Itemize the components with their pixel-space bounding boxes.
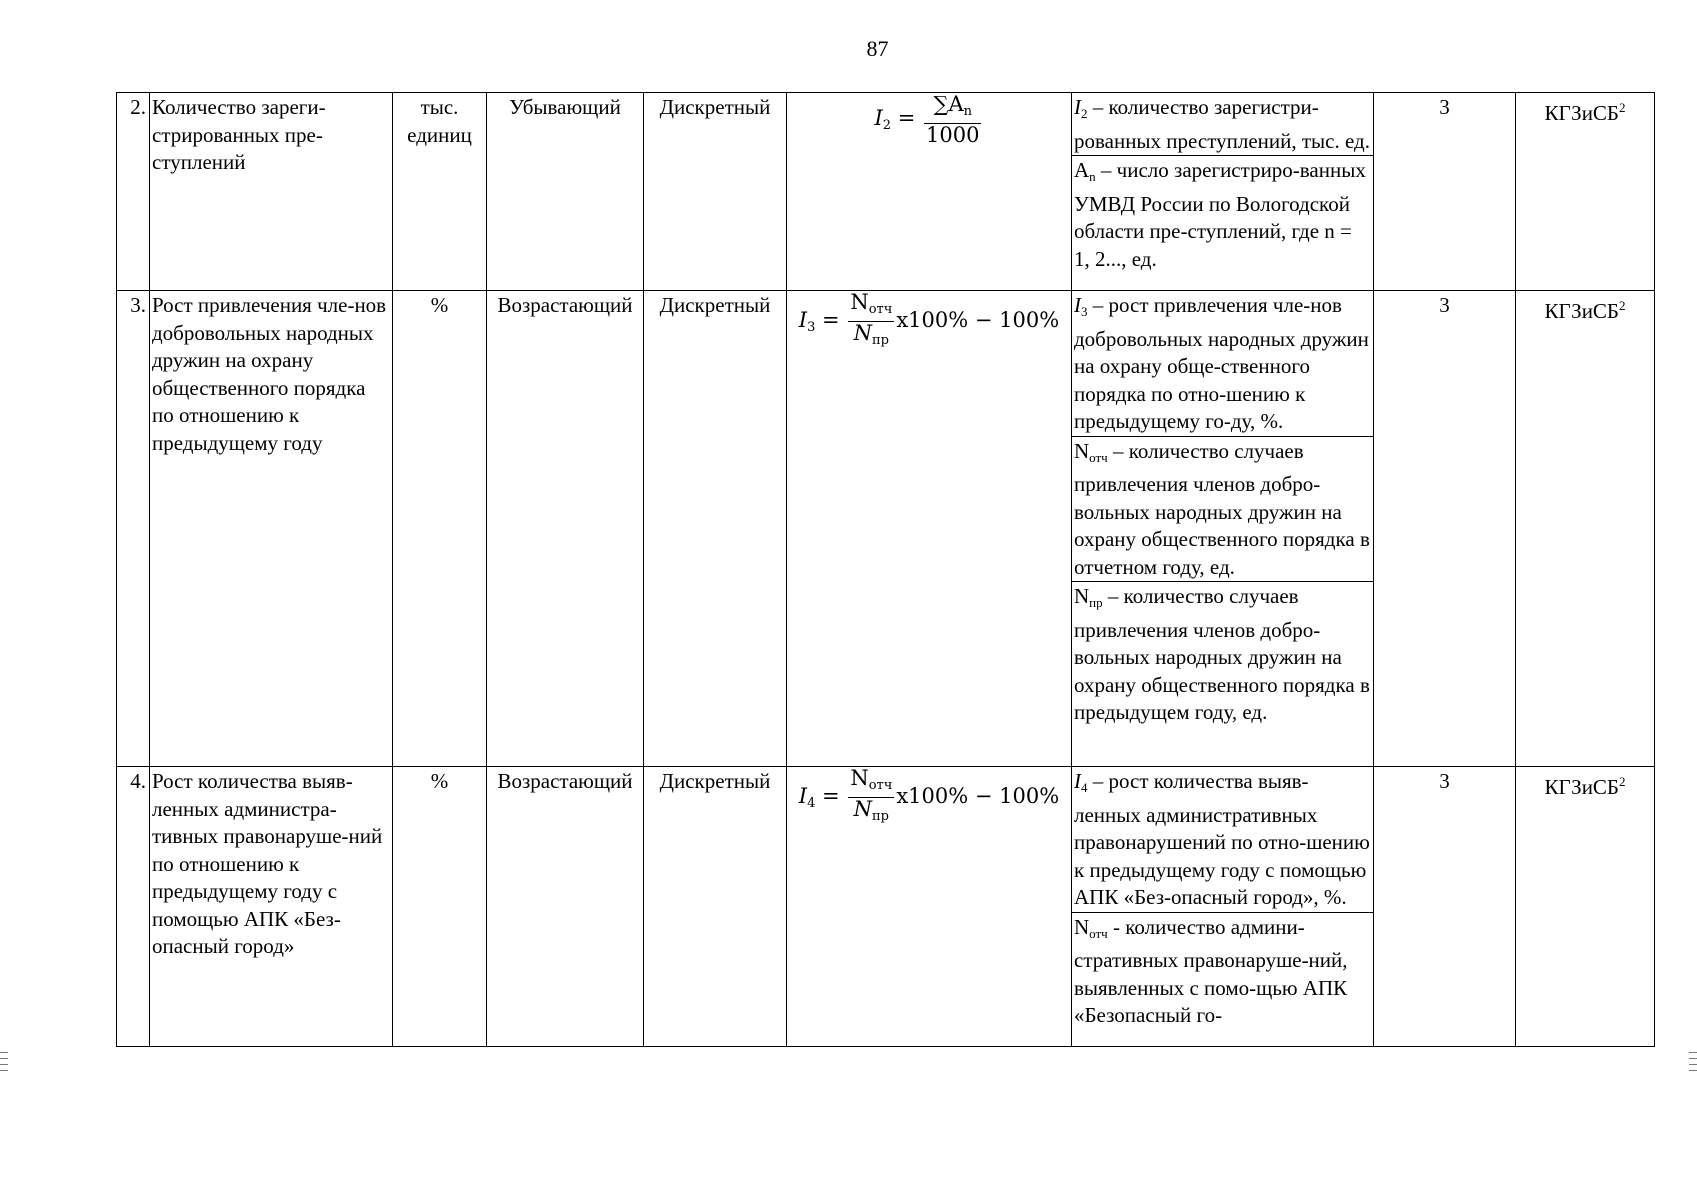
value: 3 [1374, 291, 1516, 767]
unit: тыс. единиц [393, 93, 487, 291]
variable-descriptions [1072, 93, 1374, 291]
unit: % [393, 767, 487, 1047]
value: 3 [1374, 93, 1516, 291]
variable-description: $I_4$ – рост количества выяв-ленных административных правонарушений по отно-шению к предыдущему году с помощью АПК «Без-опасный город», %. [1074, 769, 1370, 909]
variable-descriptions [1072, 767, 1374, 1047]
indicator-type: Дискретный [644, 93, 787, 291]
indicator-name: Количество зареги-стрированных пре-ступлений [150, 93, 393, 291]
indicator-name: Рост привлечения чле-нов добровольных народных дружин на охрану общественного порядка по отношению к предыдущему году [150, 291, 393, 767]
formula: $I_4$ = $\frac{N_{отч}}{N_{пр}}$ x100% − 100% [787, 767, 1072, 1047]
indicator-type: Дискретный [644, 767, 787, 1047]
row-number: 2. [117, 93, 150, 291]
variable-descriptions [1072, 291, 1374, 767]
row-number: 4. [117, 767, 150, 1047]
table-row [117, 767, 1655, 1047]
unit: % [393, 291, 487, 767]
data-source: КГЗиСБ$^2$ [1516, 93, 1655, 291]
direction: Возрастающий [487, 767, 644, 1047]
direction: Убывающий [487, 93, 644, 291]
margin-marks-right [1689, 1052, 1697, 1076]
variable-description: $I_2$ – количество зарегистри-рованных преступлений, тыс. ед. [1074, 95, 1370, 153]
indicator-type: Дискретный [644, 291, 787, 767]
data-source: КГЗиСБ$^2$ [1516, 291, 1655, 767]
table-row [117, 93, 1655, 291]
formula: $I_3$ = $\frac{N_{отч}}{N_{пр}}$ x100% − 100% [787, 291, 1072, 767]
margin-marks-left [0, 1052, 8, 1076]
direction: Возрастающий [487, 291, 644, 767]
row-number: 3. [117, 291, 150, 767]
value: 3 [1374, 767, 1516, 1047]
formula: $I_2$ = $\frac{\sum A_n}{1000}$ [787, 93, 1072, 291]
variable-description: $I_3$ – рост привлечения чле-нов добровольных народных дружин на охрану обще-ственного порядка по отно-шению к предыдущему го-ду, %. [1074, 293, 1369, 433]
variable-description: $N_{отч}$ – количество случаев привлечения членов добро-вольных народных дружин на охрану общественного порядка в отчетном году, ед. [1072, 436, 1373, 582]
variable-description: $N_{отч}$ - количество админи-стративных правонаруше-ний, выявленных с помо-щью АПК «Безопасный го- [1072, 912, 1373, 1030]
indicator-name: Рост количества выяв-ленных администра-тивных правонаруше-ний по отношению к предыдущему году с помощью АПК «Без-опасный город» [150, 767, 393, 1047]
page-number: 87 [866, 36, 889, 61]
table-row [117, 291, 1655, 767]
data-source: КГЗиСБ$^2$ [1516, 767, 1655, 1047]
variable-description: $А_n$ – число зарегистриро-ванных УМВД России по Вологодской области пре-ступлений, где n = 1, 2..., ед. [1072, 155, 1373, 273]
variable-description: $N_{пр}$ – количество случаев привлечения членов добро-вольных народных дружин на охрану общественного порядка в предыдущем году, ед. [1072, 581, 1373, 727]
indicators-table [116, 92, 1655, 1047]
